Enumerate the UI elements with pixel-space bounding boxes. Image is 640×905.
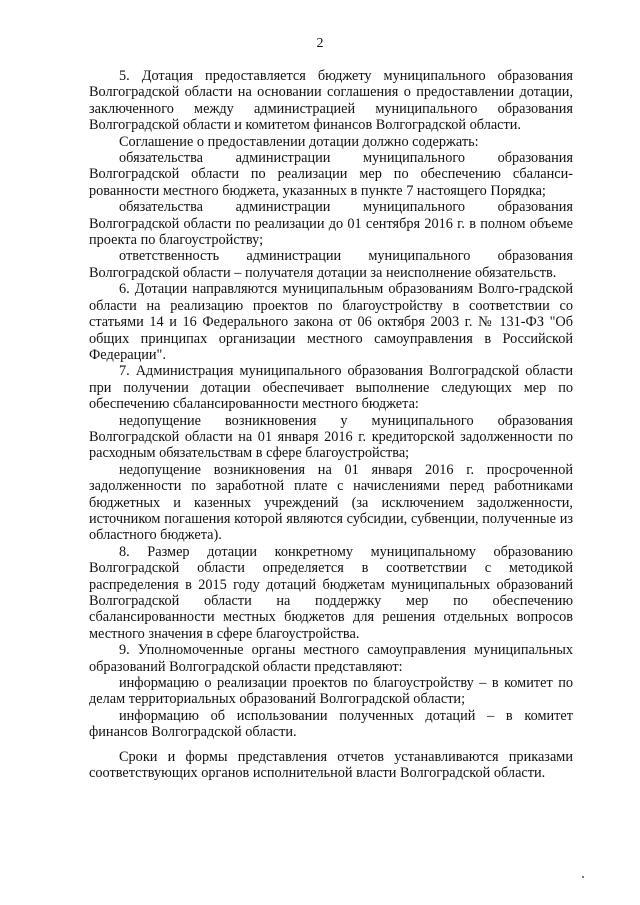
page-number: 2 (316, 36, 324, 51)
paragraph-no-salary-debt: недопущение возникновения на 01 января 2016 г. просроченной задолженности по заработной плате с начислениями перед работниками бюджетных и казенных учреждений (за исключением задолженности, источником погашения которой являются субсидии, субвенции, полученные из областного бюджета). (89, 461, 573, 544)
paragraph-agreement-content: Соглашение о предоставлении дотации должно содержать: (119, 133, 479, 150)
paragraph-obligation-balance: обязательства администрации муниципального образования Волгоградской области по реализации мер по обеспечению сбаланси-рованности местного бюджета, указанных в пункте 7 настоящего Порядка; (89, 150, 573, 199)
document-body (89, 68, 573, 781)
paragraph-8-amount: 8. Размер дотации конкретному муниципальному образованию Волгоградской области определяется в соответствии с методикой распределения в 2015 году дотаций бюджетам муниципальных образований Волгоградской области на поддержку мер по обеспечению сбалансированности местных бюджетов для решения отдельных вопросов местного значения в сфере благоустройства. (89, 543, 573, 642)
paragraph-responsibility: ответственность администрации муниципального образования Волгоградской области – получателя дотации за неисполнение обязательств. (89, 248, 573, 281)
paragraph-6-direction: 6. Дотации направляются муниципальным образованиям Волго-градской области на реализацию проектов по благоустройству в соответствии со статьями 14 и 16 Федерального закона от 06 октября 2003 г. № 131-ФЗ "Об общих принципах организации местного самоуправления в Российской Федерации". (89, 281, 573, 363)
paragraph-report-usage: информацию об использовании полученных дотаций – в комитет финансов Волгоградской области. (89, 707, 573, 741)
paragraph-9-reporting: 9. Уполномоченные органы местного самоуправления муниципальных образований Волгоградской области представляют: (89, 642, 573, 675)
paragraph-obligation-project: обязательства администрации муниципального образования Волгоградской области по реализации до 01 сентября 2016 г. в полном объеме проекта по благоустройству; (89, 199, 573, 249)
paragraph-5-subsidy-basis: 5. Дотация предоставляется бюджету муниципального образования Волгоградской области на основании соглашения о предоставлении дотации, заключенного между администрацией муниципального образования Волгоградской области и комитетом финансов Волгоградской области. (89, 68, 573, 134)
paragraph-7-measures: 7. Администрация муниципального образования Волгоградской области при получении дотации обеспечивает выполнение следующих мер по обеспечению сбалансированности местного бюджета: (89, 363, 573, 413)
paragraph-report-terms: Сроки и формы представления отчетов устанавливаются приказами соответствующих органов исполнительной власти Волгоградской области. (89, 748, 573, 782)
scan-speck (582, 876, 584, 878)
paragraph-report-projects: информацию о реализации проектов по благоустройству – в комитет по делам территориальных образований Волгоградской области; (89, 675, 573, 708)
paragraph-no-creditor-debt: недопущение возникновения у муниципального образования Волгоградской области на 01 января 2016 г. кредиторской задолженности по расходным обязательствам в сфере благоустройства; (89, 412, 573, 462)
